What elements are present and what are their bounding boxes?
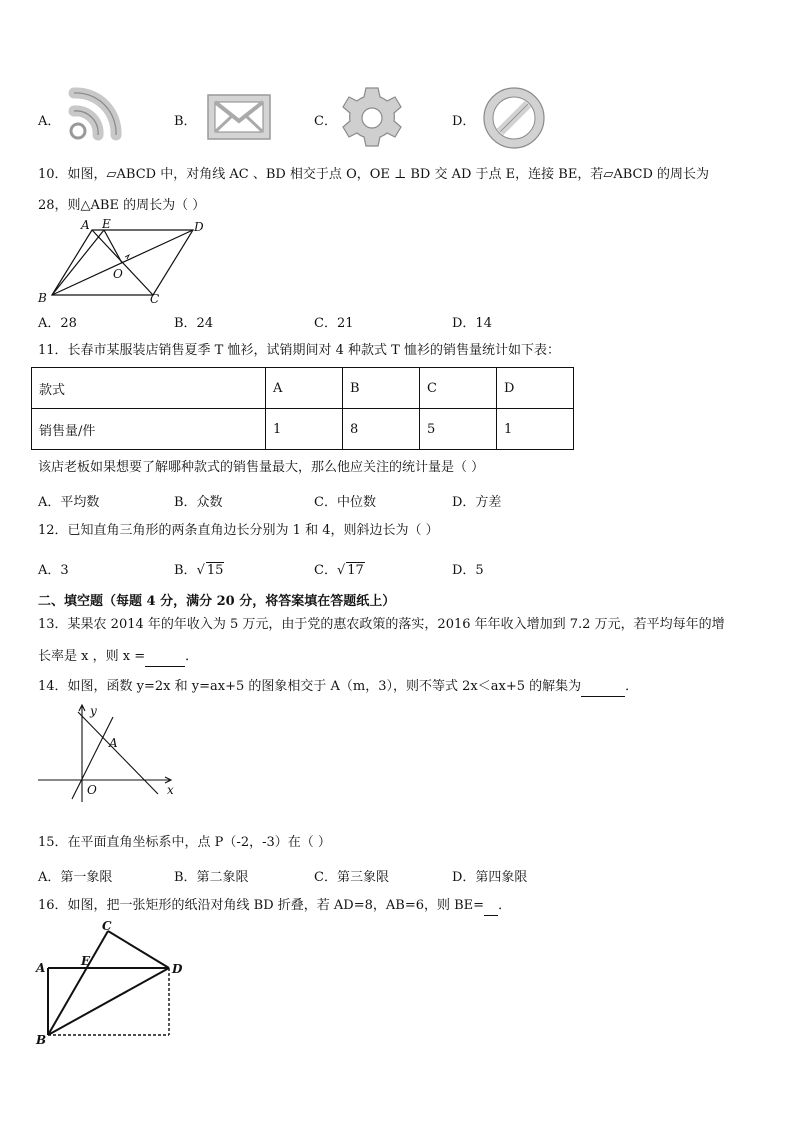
q10-option-d: D．14 xyxy=(452,316,492,331)
q16-answer-blank[interactable] xyxy=(484,897,498,916)
q10-label-d: D xyxy=(194,220,204,234)
q14-stem-pre: 14．如图，函数 y=2x 和 y=ax+5 的图象相交于 A（m，3），则不等式 2x＜ax+5 的解集为 xyxy=(38,679,582,694)
q14-stem xyxy=(38,678,638,697)
q13-answer-blank[interactable] xyxy=(145,648,185,667)
q16-stem-post: ． xyxy=(498,898,512,913)
envelope-icon xyxy=(206,93,272,141)
q12-option-b: B．√ 15 xyxy=(174,563,224,578)
q14-function-graph xyxy=(38,702,188,802)
table-cell: 销售量/件 xyxy=(32,409,266,450)
q16-stem xyxy=(38,897,511,916)
table-cell: 1 xyxy=(497,409,574,450)
section-title-fill-in: 二、填空题（每题 4 分，满分 20 分，将答案填在答题纸上） xyxy=(38,594,396,609)
q14-label-x: x xyxy=(167,783,174,797)
q12-option-c-label: C． xyxy=(314,563,337,578)
q10-label-o: O xyxy=(113,267,123,281)
q16-label-b: B xyxy=(36,1033,47,1047)
q11-option-b: B．众数 xyxy=(174,495,223,510)
q12-option-c: C．√ 17 xyxy=(314,563,364,578)
q12-option-d: D．5 xyxy=(452,563,484,578)
q16-label-d: D xyxy=(172,962,183,976)
q10-label-b: B xyxy=(38,291,47,305)
q16-label-a: A xyxy=(36,961,46,975)
table-cell: D xyxy=(497,368,574,409)
table-row xyxy=(32,409,574,450)
prohibited-icon xyxy=(480,84,548,152)
q12-stem: 12．已知直角三角形的两条直角边长分别为 1 和 4，则斜边长为（ ） xyxy=(38,523,439,538)
q14-stem-post: ． xyxy=(625,679,639,694)
q11-option-a: A．平均数 xyxy=(38,495,100,510)
q15-option-b: B．第二象限 xyxy=(174,870,249,885)
q15-stem: 15．在平面直角坐标系中，点 P（-2，-3）在（ ） xyxy=(38,835,331,850)
table-cell: 1 xyxy=(266,409,343,450)
q10-label-e: E xyxy=(102,217,111,231)
table-cell: C xyxy=(420,368,497,409)
q10-stem-line2: 28，则△ABE 的周长为（ ） xyxy=(38,198,206,213)
gear-icon xyxy=(338,84,406,152)
q9-option-c-label: C． xyxy=(314,114,337,129)
table-row xyxy=(32,368,574,409)
q10-option-c: C．21 xyxy=(314,316,354,331)
q16-stem-pre: 16．如图，把一张矩形的纸沿对角线 BD 折叠，若 AD=8，AB=6，则 BE= xyxy=(38,898,485,913)
q11-stem: 11．长春市某服装店销售夏季 T 恤衫，试销期间对 4 种款式 T 恤衫的销售量统计如下表： xyxy=(38,343,560,358)
q14-label-y: y xyxy=(90,704,97,718)
q13-stem-post: ． xyxy=(185,649,199,664)
q13-stem-line1: 13．某果农 2014 年的年收入为 5 万元，由于党的惠农政策的落实，2016 年年收入增加到 7.2 万元，若平均每年的增 xyxy=(38,617,725,632)
q10-parallelogram-figure xyxy=(36,217,216,310)
q11-sales-table xyxy=(31,367,574,450)
q16-label-c: C xyxy=(102,919,112,933)
q15-option-a: A．第一象限 xyxy=(38,870,113,885)
table-cell: B xyxy=(343,368,420,409)
q15-option-c: C．第三象限 xyxy=(314,870,389,885)
q9-option-b-label: B． xyxy=(174,114,197,129)
q12-option-b-radicand: 15 xyxy=(206,563,224,578)
table-cell: A xyxy=(266,368,343,409)
q12-option-a: A．3 xyxy=(38,563,69,578)
wifi-signal-icon xyxy=(66,85,132,143)
q14-answer-blank[interactable] xyxy=(581,678,625,697)
q10-option-a: A．28 xyxy=(38,316,77,331)
table-cell: 8 xyxy=(343,409,420,450)
q14-label-a: A xyxy=(109,736,118,750)
q9-option-d-label: D． xyxy=(452,114,476,129)
q10-label-a: A xyxy=(81,218,90,232)
q10-stem-line1: 10．如图，▱ABCD 中，对角线 AC 、BD 相交于点 O，OE ⊥ BD 交 AD 于点 E，连接 BE，若▱ABCD 的周长为 xyxy=(38,167,710,182)
q11-option-d: D．方差 xyxy=(452,495,502,510)
q11-option-c: C．中位数 xyxy=(314,495,376,510)
q12-option-b-label: B． xyxy=(174,563,197,578)
q13-stem-line2 xyxy=(38,648,198,667)
q16-label-e: E xyxy=(81,954,91,968)
table-cell: 5 xyxy=(420,409,497,450)
q10-label-c: C xyxy=(150,292,160,306)
q9-option-a-label: A． xyxy=(38,114,61,129)
q15-option-d: D．第四象限 xyxy=(452,870,528,885)
q12-option-c-radicand: 17 xyxy=(347,563,364,578)
q16-folded-rectangle-figure xyxy=(36,920,196,1050)
q13-stem-pre: 长率是 x ，则 x = xyxy=(38,649,146,664)
q11-question: 该店老板如果想要了解哪种款式的销售量最大，那么他应关注的统计量是（ ） xyxy=(38,460,485,475)
table-cell: 款式 xyxy=(32,368,266,409)
q10-option-b: B．24 xyxy=(174,316,214,331)
q14-label-o: O xyxy=(87,783,97,797)
